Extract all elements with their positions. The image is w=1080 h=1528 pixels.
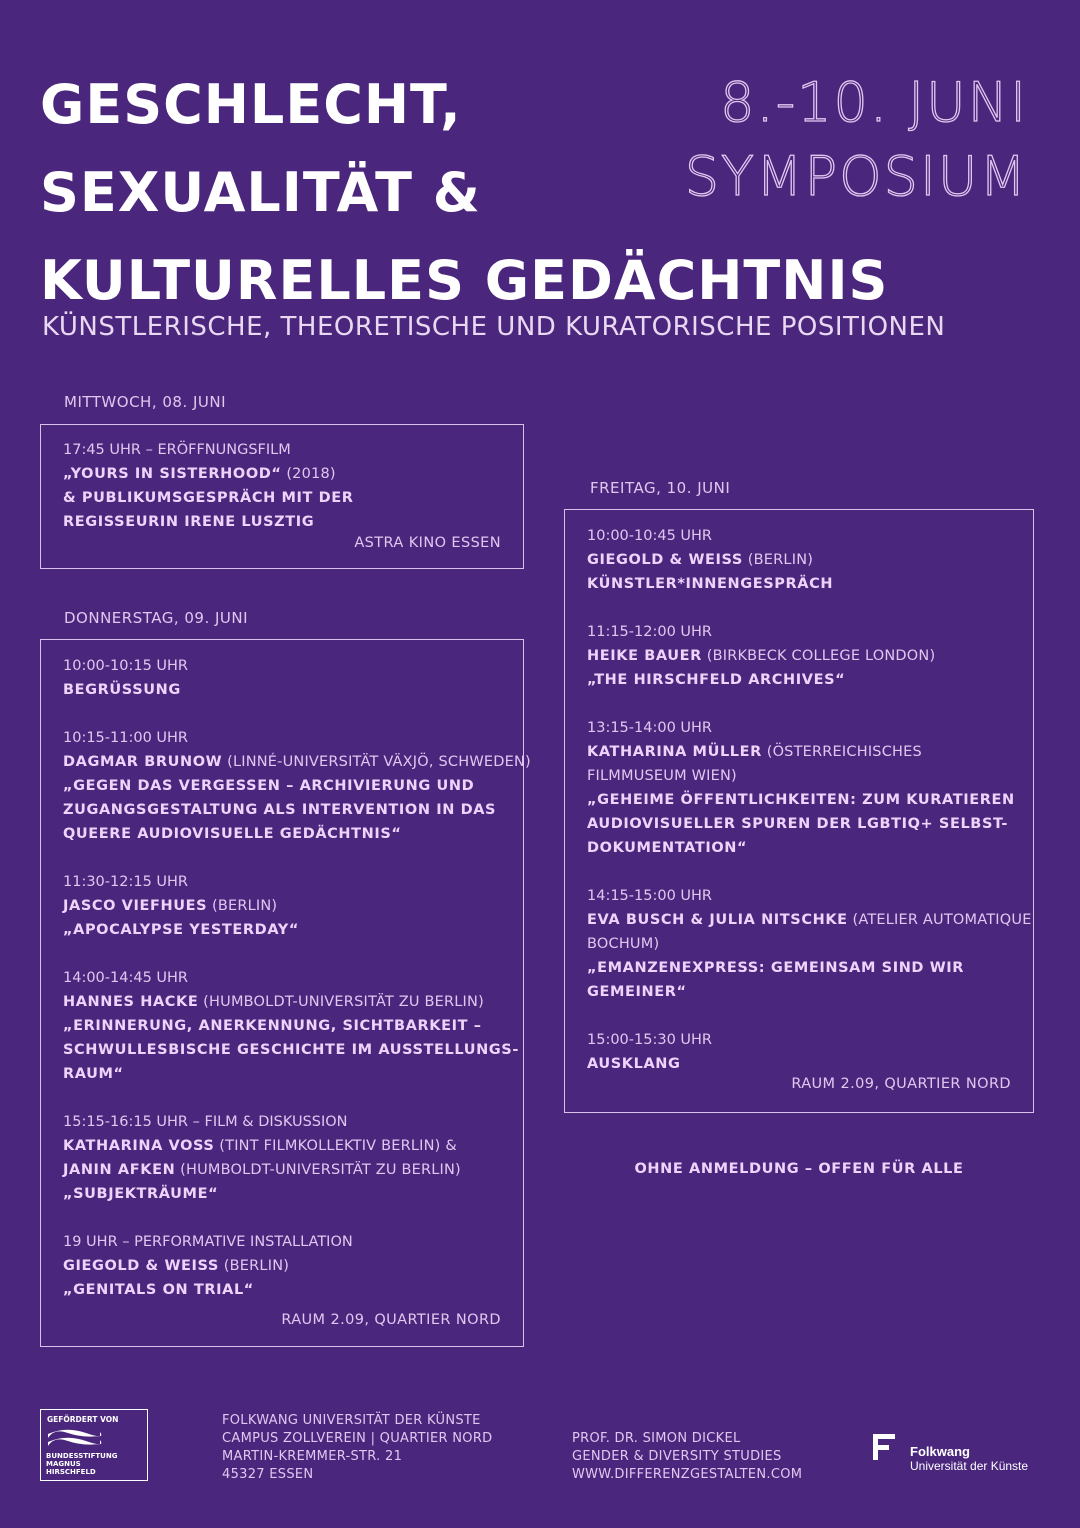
- folkwang-logo-text: Folkwang Universität der Künste: [910, 1444, 1029, 1473]
- day-label-friday: FREITAG, 10. JUNI: [590, 479, 731, 497]
- schedule-event: [63, 726, 531, 846]
- event-line: „ERINNERUNG, ANERKENNUNG, SICHTBARKEIT –: [63, 1018, 482, 1034]
- schedule-event: [63, 870, 513, 942]
- schedule-event: [587, 716, 1023, 860]
- event-time: 10:00-10:45 UHR: [587, 528, 713, 544]
- sponsor-caption: GEFÖRDERT VON: [47, 1415, 119, 1424]
- schedule-event: [587, 1028, 1023, 1076]
- event-line: EVA BUSCH & JULIA NITSCHKE (ATELIER AUTOMATIQUE: [587, 912, 1032, 928]
- event-time: 14:15-15:00 UHR: [587, 888, 713, 904]
- event-line: BEGRÜSSUNG: [63, 682, 181, 698]
- footer-contact: PROF. DR. SIMON DICKEL GENDER & DIVERSITY STUDIES WWW.DIFFERENZGESTALTEN.COM: [572, 1431, 803, 1482]
- schedule-event: [587, 884, 1032, 1004]
- event-time: 13:15-14:00 UHR: [587, 720, 713, 736]
- event-line: GIEGOLD & WEISS (BERLIN): [63, 1258, 290, 1274]
- event-line: ZUGANGSGESTALTUNG ALS INTERVENTION IN DAS: [63, 802, 497, 818]
- event-line: JANIN AFKEN (HUMBOLDT-UNIVERSITÄT ZU BERLIN): [63, 1162, 461, 1178]
- event-line: „APOCALYPSE YESTERDAY“: [63, 922, 299, 938]
- event-location: ASTRA KINO ESSEN: [354, 535, 501, 551]
- event-location: RAUM 2.09, QUARTIER NORD: [791, 1076, 1011, 1092]
- schedule-box-wednesday: [40, 424, 524, 569]
- event-line: AUDIOVISUELLER SPUREN DER LGBTIQ+ SELBST-: [587, 816, 1008, 832]
- sponsor-logo: [40, 1409, 148, 1481]
- sponsor-name: BUNDESSTIFTUNG MAGNUS HIRSCHFELD: [46, 1452, 118, 1476]
- event-line: RAUM“: [63, 1066, 124, 1082]
- event-line: KATHARINA VOSS (TINT FILMKOLLEKTIV BERLIN) &: [63, 1138, 457, 1154]
- event-line: KATHARINA MÜLLER (ÖSTERREICHISCHES: [587, 744, 922, 760]
- day-label-wednesday: MITTWOCH, 08. JUNI: [64, 393, 227, 411]
- schedule-box-thursday: [40, 639, 531, 1347]
- event-time: 10:00-10:15 UHR: [63, 658, 189, 674]
- footer-address: FOLKWANG UNIVERSITÄT DER KÜNSTE CAMPUS ZOLLVEREIN | QUARTIER NORD MARTIN-KREMMER-STR. 21 45327 ESSEN: [222, 1413, 493, 1482]
- schedule-event: [63, 438, 513, 534]
- event-time: 14:00-14:45 UHR: [63, 970, 189, 986]
- event-line: SCHWULLESBISCHE GESCHICHTE IM AUSSTELLUNGS-: [63, 1042, 519, 1058]
- event-line: „SUBJEKTRÄUME“: [63, 1186, 219, 1202]
- event-line: QUEERE AUDIOVISUELLE GEDÄCHTNIS“: [63, 826, 402, 842]
- event-line: FILMMUSEUM WIEN): [587, 768, 737, 784]
- schedule-event: [63, 1230, 513, 1302]
- event-line: „GEHEIME ÖFFENTLICHKEITEN: ZUM KURATIEREN: [587, 792, 1015, 808]
- title-line-3: KULTURELLES GEDÄCHTNIS: [40, 249, 889, 312]
- event-line: & PUBLIKUMSGESPRÄCH MIT DER: [63, 490, 354, 506]
- day-label-thursday: DONNERSTAG, 09. JUNI: [64, 609, 249, 627]
- event-time: 15:15-16:15 UHR – FILM & DISKUSSION: [63, 1114, 348, 1130]
- event-time: 17:45 UHR – ERÖFFNUNGSFILM: [63, 442, 291, 458]
- sponsor-wave-icon: [46, 1428, 102, 1450]
- schedule-box-friday: [564, 509, 1034, 1113]
- folkwang-logo-icon: [873, 1434, 895, 1460]
- event-line: KÜNSTLER*INNENGESPRÄCH: [587, 576, 834, 592]
- schedule-event: [587, 620, 1023, 692]
- event-time: 11:30-12:15 UHR: [63, 874, 189, 890]
- title-line-2: SEXUALITÄT &: [40, 161, 481, 224]
- event-line: JASCO VIEFHUES (BERLIN): [63, 898, 278, 914]
- event-type: SYMPOSIUM: [684, 145, 1028, 208]
- event-date: 8.-10. JUNI: [720, 71, 1028, 134]
- event-line: HANNES HACKE (HUMBOLDT-UNIVERSITÄT ZU BERLIN): [63, 994, 484, 1010]
- event-line: DAGMAR BRUNOW (LINNÉ-UNIVERSITÄT VÄXJÖ, SCHWEDEN): [63, 754, 531, 770]
- registration-note: OHNE ANMELDUNG – OFFEN FÜR ALLE: [634, 1161, 964, 1177]
- event-line: „YOURS IN SISTERHOOD“ (2018): [63, 466, 336, 482]
- subtitle: KÜNSTLERISCHE, THEORETISCHE UND KURATORISCHE POSITIONEN: [42, 312, 946, 342]
- event-line: GEMEINER“: [587, 984, 687, 1000]
- event-line: HEIKE BAUER (BIRKBECK COLLEGE LONDON): [587, 648, 936, 664]
- title-line-1: GESCHLECHT,: [40, 73, 462, 136]
- event-line: „EMANZENEXPRESS: GEMEINSAM SIND WIR: [587, 960, 965, 976]
- event-location: RAUM 2.09, QUARTIER NORD: [281, 1312, 501, 1328]
- event-line: „GEGEN DAS VERGESSEN – ARCHIVIERUNG UND: [63, 778, 475, 794]
- event-time: 15:00-15:30 UHR: [587, 1032, 713, 1048]
- schedule-event: [63, 654, 513, 702]
- schedule-event: [63, 1110, 513, 1206]
- website-link[interactable]: WWW.DIFFERENZGESTALTEN.COM: [572, 1467, 803, 1482]
- schedule-event: [63, 966, 519, 1086]
- event-time: 19 UHR – PERFORMATIVE INSTALLATION: [63, 1234, 353, 1250]
- event-line: AUSKLANG: [587, 1056, 681, 1072]
- event-line: „GENITALS ON TRIAL“: [63, 1282, 254, 1298]
- schedule-event: [587, 524, 1023, 596]
- event-line: GIEGOLD & WEISS (BERLIN): [587, 552, 814, 568]
- event-line: BOCHUM): [587, 936, 660, 952]
- event-time: 10:15-11:00 UHR: [63, 730, 189, 746]
- event-line: „THE HIRSCHFELD ARCHIVES“: [587, 672, 846, 688]
- event-line: REGISSEURIN IRENE LUSZTIG: [63, 514, 315, 530]
- event-line: DOKUMENTATION“: [587, 840, 748, 856]
- event-time: 11:15-12:00 UHR: [587, 624, 713, 640]
